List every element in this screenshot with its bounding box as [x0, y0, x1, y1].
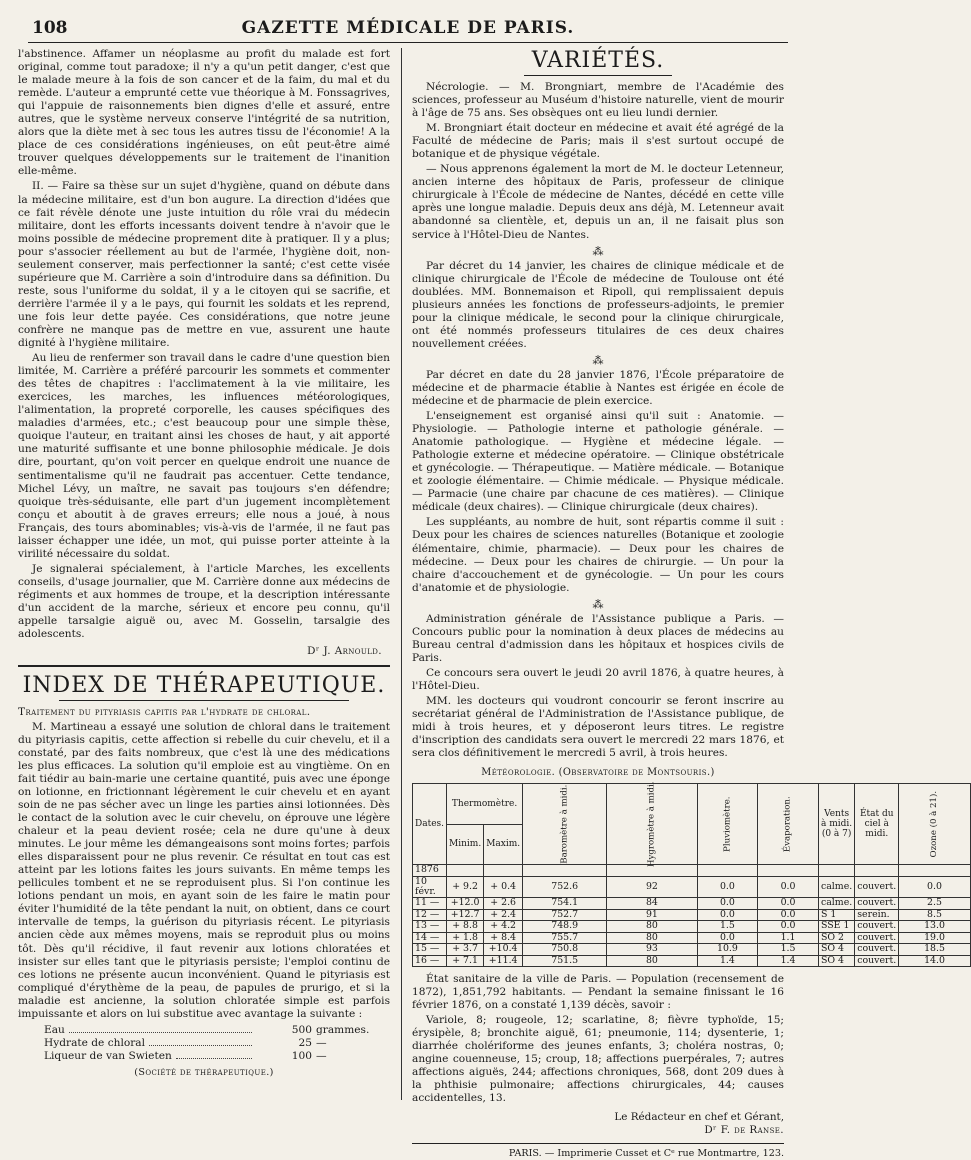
index-title-text: INDEX DE THÉRAPEUTIQUE. — [22, 672, 386, 698]
year-cell: 1876 — [413, 865, 447, 876]
weather-cell-baro: 752.7 — [523, 909, 607, 920]
weather-cell-pluvio: 10.9 — [697, 944, 757, 955]
paragraph: L'enseignement est organisé ainsi qu'il suit : Anatomie. — Physiologie. — Pathologie interne et pathologie générale. — Anatomie pathologique. — Hygiène et médecine légale. — Pathologie externe et médecine opératoire. — Clinique obstétricale et gynécologie. — Thérapeutique. — Matière médicale. — Botanique et zoologie élémentaire. — Chimie médicale. — Physique médicale. — Parmacie (une chaire par chacune de ces matières). — Clinique médicale (deux chaires). — Clinique chirurgicale (deux chaires). — [412, 410, 784, 514]
weather-cell-max: +11.4 — [484, 955, 523, 966]
recipe-source: (Société de thérapeutique.) — [134, 1066, 274, 1078]
weather-cell-baro: 754.1 — [523, 898, 607, 909]
asterism: ⁂ — [592, 244, 604, 258]
weather-cell-min: +12.0 — [447, 898, 484, 909]
varietes-title — [412, 48, 784, 76]
recipe-item: Liqueur de van Swieten — [44, 1049, 172, 1062]
weather-cell-vent: calme. — [818, 876, 854, 898]
recipe-unit: — — [316, 1049, 327, 1062]
weather-cell-max: + 8.4 — [484, 932, 523, 943]
weather-cell-pluvio: 1.4 — [697, 955, 757, 966]
weather-cell-ozone: 8.5 — [899, 909, 971, 920]
recipe-list — [18, 1024, 390, 1063]
weather-cell-date: 11 — — [413, 898, 447, 909]
weather-cell-evap: 1.4 — [758, 955, 819, 966]
weather-cell-vent: SO 4 — [818, 944, 854, 955]
col-thermo: Thermomètre. — [447, 784, 523, 825]
column-divider — [401, 48, 402, 1100]
weather-cell-ozone: 18.5 — [899, 944, 971, 955]
weather-cell-evap: 1.1 — [758, 932, 819, 943]
weather-cell-etat: couvert. — [855, 921, 899, 932]
section-rule — [18, 665, 390, 667]
weather-row — [413, 876, 971, 898]
recipe-item: Eau — [44, 1023, 65, 1036]
col-vents: Vents à midi. (0 à 7) — [818, 784, 854, 865]
paragraph: l'abstinence. Affamer un néoplasme au profit du malade est fort original, comme tout paradoxe; il n'y a qu'un petit danger, c'est que le malade meure à la fois de son cancer et de la faim, du mal et du remède. L'auteur a emprunté cette vue théorique à M. Fonssagrives, qui l'appuie de raisonnements bien dignes d'elle et assuré, entre autres, que le système nerveux conserve l'intégrité de sa nutrition, alors que la diète met à sec tous les autres tissu de l'économie! A la place de ces considérations ingénieuses, on eût peut-être aimé trouver quelques développements sur le traitement de l'inanition elle-même. — [18, 48, 390, 178]
weather-header-row — [413, 784, 971, 825]
weather-cell-min: + 1.8 — [447, 932, 484, 943]
weather-cell-min: +12.7 — [447, 909, 484, 920]
weather-cell-pluvio: 0.0 — [697, 932, 757, 943]
paragraph: Nécrologie. — M. Brongniart, membre de l'Académie des sciences, professeur au Muséum d'histoire naturelle, vient de mourir à l'âge de 75 ans. Ses obsèques ont eu lieu lundi dernier. — [412, 81, 784, 120]
weather-row — [413, 909, 971, 920]
paragraph: Par décret en date du 28 janvier 1876, l'École préparatoire de médecine et de pharmacie établie à Nantes est érigée en école de médecine et de pharmacie de plein exercice. — [412, 368, 784, 407]
weather-cell-baro: 748.9 — [523, 921, 607, 932]
weather-cell-pluvio: 0.0 — [697, 898, 757, 909]
title-underline — [59, 700, 349, 701]
weather-cell-date: 10 févr. — [413, 876, 447, 898]
paragraph: Je signalerai spécialement, à l'article Marches, les excellents conseils, d'usage journalier, que M. Carrière donne aux médecins de régiments et aux hommes de troupe, et la description intéressante d'un accident de la marche, sérieux et encore peu connu, qu'il appelle tarsalgie aiguë ou, avec M. Gosselin, tarsalgie des adolescents. — [18, 562, 390, 641]
col-evap: Évaporation. — [758, 784, 819, 865]
col-baro: Baromètre à midi. — [523, 784, 607, 865]
asterism: ⁂ — [592, 353, 604, 367]
weather-cell-hygro: 80 — [607, 921, 697, 932]
recipe-qty: 500 — [291, 1023, 312, 1036]
page-header — [28, 12, 788, 43]
weather-cell-ozone: 2.5 — [899, 898, 971, 909]
weather-body — [413, 865, 971, 967]
weather-cell-pluvio: 1.5 — [697, 921, 757, 932]
weather-cell-min: + 9.2 — [447, 876, 484, 898]
recipe-item: Hydrate de chloral — [44, 1036, 145, 1049]
col-dates: Dates. — [413, 784, 447, 865]
recipe-unit: — — [316, 1036, 327, 1049]
weather-row — [413, 898, 971, 909]
weather-row — [413, 955, 971, 966]
article-signature: Dʳ J. Arnould. — [307, 645, 382, 658]
weather-cell-max: +10.4 — [484, 944, 523, 955]
printer-line: PARIS. — Imprimerie Cusset et Cᵉ rue Montmartre, 123. — [412, 1143, 784, 1160]
page-number: 108 — [32, 18, 68, 38]
weather-cell-vent: calme. — [818, 898, 854, 909]
weather-title: Météorologie. (Observatoire de Montsouris.) — [481, 767, 715, 779]
editor-title: Le Rédacteur en chef et Gérant, — [614, 1111, 784, 1124]
editor-name: Dʳ F. de Ranse. — [704, 1124, 784, 1137]
recipe-row — [18, 1024, 390, 1037]
left-column — [18, 48, 390, 1079]
weather-cell-evap: 1.5 — [758, 944, 819, 955]
paragraph: Par décret du 14 janvier, les chaires de clinique médicale et de clinique chirurgicale de l'École de médecine de Toulouse ont été doublées. MM. Bonnemaison et Ripoll, qui remplissaient depuis plusieurs années les fonctions de professeurs-adjoints, le premier pour la clinique médicale, le second pour la clinique chirurgicale, ont été nommés professeurs titulaires de ces deux chaires nouvellement créées. — [412, 259, 784, 350]
weather-table — [412, 783, 971, 967]
paragraph: Administration générale de l'Assistance publique a Paris. — Concours public pour la nomination à deux places de médecins au Bureau central d'admission dans les hôpitaux et hospices civils de Paris. — [412, 612, 784, 664]
weather-cell-date: 12 — — [413, 909, 447, 920]
weather-cell-vent: S 1 — [818, 909, 854, 920]
weather-cell-etat: couvert. — [855, 876, 899, 898]
weather-cell-vent: SO 2 — [818, 932, 854, 943]
paragraph: M. Martineau a essayé une solution de chloral dans le traitement du pityriasis capitis, cette affection si rebelle du cuir chevelu, et il a constaté, par des faits nombreux, que c'est là une des médications les plus efficaces. La solution qu'il emploie est au vingtième. On en fait tiédir au bain-marie une certaine quantité, puis avec une éponge on lotionne, en frictionnant légèrement le cuir chevelu et en ayant soin de ne pas sécher avec un linge les parties ainsi lotionnées. Dès le contact de la solution avec le cuir chevelu, on éprouve une légère chaleur et la peau devient rosée; cela ne dure qu'une à deux minutes. Le jour même les démangeaisons sont moins fortes; parfois elles disparaissent pour ne plus revenir. Ce résultat en tout cas est atteint par les lotions faites les jours suivants. En même temps les pellicules tombent et ne se reproduisent plus. Si l'on continue les lotions pendant un mois, en ayant soin de les faire le matin pour éviter l'humidité de la tête pendant la nuit, on obtient, dans ce court intervalle de temps, la guérison du pityriasis récent. Le pityriasis ancien cède aux mêmes moyens, mais se reproduit plus ou moins tôt. Dès qu'il récidive, il faut revenir aux lotions chloratées et insister sur elles tant que le pityriasis persiste; l'emploi continu de ces lotions ne présente aucun inconvénient. Quand le pityriasis est compliqué d'érythème de la peau, de papules de prurigo, et si la maladie est ancienne, la solution chloratée simple est parfois impuissante et alors on lui substitue avec avantage la suivante : — [18, 720, 390, 1020]
weather-cell-ozone: 0.0 — [899, 876, 971, 898]
weather-cell-etat: couvert. — [855, 944, 899, 955]
paragraph: — Nous apprenons également la mort de M. le docteur Letenneur, ancien interne des hôpitaux de Paris, professeur de clinique chirurgicale à l'École de médecine de Nantes, décédé en cette ville après une longue maladie. Depuis deux ans déjà, M. Letenneur avait abandonné sa clientèle, et, depuis un an, il ne faisait plus son service à l'Hôtel-Dieu de Nantes. — [412, 163, 784, 241]
weather-cell-ozone: 19.0 — [899, 932, 971, 943]
recipe-row — [18, 1037, 390, 1050]
weather-cell-min: + 8.8 — [447, 921, 484, 932]
paragraph: Au lieu de renfermer son travail dans le cadre d'une question bien limitée, M. Carrière a préféré parcourir les sommets et commenter des têtes de chapitres : l'acclimatement à la vie militaire, les exercices, les marches, les influences météorologiques, l'alimentation, la propreté corporelle, les causes spécifiques des maladies d'armées, etc.; c'est beaucoup pour une simple thèse, quoique l'auteur, en traitant ainsi les choses de haut, y ait apporté une maturité suffisante et une bonne philosophie médicale. Je dois dire, pourtant, qu'on voit percer en quelque endroit une nuance de sentimentalisme qu'il ne faudrait pas accentuer. Cette tendance, Michel Lévy, un maître, ne savait pas toujours s'en défendre; quoique très-séduisante, elle part d'un jugement incomplètement conçu et aboutit à de graves erreurs; elle nous a joué, à nous Français, des tours abominables; vis-à-vis de l'armée, il ne faut pas laisser échapper une idée, un mot, qui puisse porter atteinte à la virilité nécessaire du soldat. — [18, 352, 390, 560]
index-title — [18, 673, 390, 701]
weather-cell-hygro: 92 — [607, 876, 697, 898]
weather-cell-evap: 0.0 — [758, 909, 819, 920]
right-column — [412, 48, 945, 1160]
weather-cell-min: + 7.1 — [447, 955, 484, 966]
etat-sanitaire-heading: État sanitaire de la ville de Paris. — Population (recensement de 1872), 1,851,792 habitants. — Pendant la semaine finissant le 16 février 1876, on a constaté 1,139 décès, savoir : — [412, 972, 784, 1011]
weather-cell-baro: 750.8 — [523, 944, 607, 955]
asterism: ⁂ — [592, 597, 604, 611]
weather-row — [413, 932, 971, 943]
paragraph: II. — Faire sa thèse sur un sujet d'hygiène, quand on débute dans la médecine militaire, est d'un bon augure. La direction d'idées que ce fait révèle dénote une juste intuition du rôle vrai du médecin militaire, dont les efforts incessants doivent tendre à n'avoir que le moins possible de médecine proprement dite à pratiquer. Il y a plus; pour s'associer réellement au but de l'armée, l'hygiène doit, non-seulement conserver, mais perfectionner la santé; c'est cette visée supérieure que M. Carrière a soin d'introduire dans sa définition. Du reste, sous l'uniforme du soldat, il y a le citoyen qui se sacrifie, et derrière l'armée il y a le pays, qui fournit les soldats et les reprend, une fois leur dette payée. Ces considérations, que notre jeune confrère ne manque pas de mettre en vue, assurent une haute dignité à l'hygiène militaire. — [18, 180, 390, 350]
title-underline — [524, 75, 673, 76]
weather-cell-hygro: 93 — [607, 944, 697, 955]
weather-cell-max: + 4.2 — [484, 921, 523, 932]
leader-dots — [176, 1058, 252, 1059]
weather-cell-date: 16 — — [413, 955, 447, 966]
paragraph: MM. les docteurs qui voudront concourir se feront inscrire au secrétariat général de l'Administration de l'Assistance publique, de midi à trois heures, et y déposeront leurs titres. Le registre d'inscription des candidats sera ouvert le mercredi 22 mars 1876, et sera clos définitivement le mercredi 5 avril, à trois heures. — [412, 694, 784, 760]
weather-cell-baro: 752.6 — [523, 876, 607, 898]
weather-row — [413, 944, 971, 955]
index-subheading: Traitement du pityriasis capitis par l'hydrate de chloral. — [18, 705, 311, 718]
col-max: Maxim. — [484, 824, 523, 865]
paragraph: Les suppléants, au nombre de huit, sont répartis comme il suit : Deux pour les chaires de sciences naturelles (Botanique et zoologie élémentaire, chimie, pharmacie). — Deux pour les chaires de médecine. — Deux pour les chaires de chirurgie. — Un pour la chaire d'accouchement et de gynécologie. — Un pour les cours d'anatomie et de physiologie. — [412, 516, 784, 594]
weather-cell-hygro: 80 — [607, 955, 697, 966]
col-min: Minim. — [447, 824, 484, 865]
weather-cell-hygro: 80 — [607, 932, 697, 943]
weather-cell-date: 13 — — [413, 921, 447, 932]
col-etat: État du ciel à midi. — [855, 784, 899, 865]
weather-cell-vent: SSE 1 — [818, 921, 854, 932]
leader-dots — [149, 1045, 252, 1046]
weather-cell-etat: serein. — [855, 909, 899, 920]
weather-cell-etat: couvert. — [855, 932, 899, 943]
etat-sanitaire-detail: Variole, 8; rougeole, 12; scarlatine, 8; fièvre typhoïde, 15; érysipèle, 8; bronchite aiguë, 61; pneumonie, 114; dysenterie, 1; diarrhée cholériforme des jeunes enfants, 3; choléra nostras, 0; angine couenneuse, 15; croup, 18; affections puerpérales, 7; autres affections aiguës, 244; affections chroniques, 568, dont 209 dues à la phthisie pulmonaire; affections chirurgicales, 44; causes accidentelles, 13. — [412, 1014, 784, 1105]
weather-cell-pluvio: 0.0 — [697, 909, 757, 920]
weather-cell-hygro: 84 — [607, 898, 697, 909]
weather-cell-ozone: 13.0 — [899, 921, 971, 932]
weather-cell-evap: 0.0 — [758, 898, 819, 909]
leader-dots — [69, 1032, 252, 1033]
editor-signature — [412, 1111, 784, 1137]
weather-cell-evap: 0.0 — [758, 921, 819, 932]
col-hygro: Hygromètre à midi. — [607, 784, 697, 865]
recipe-unit: grammes. — [316, 1023, 370, 1036]
weather-cell-vent: SO 4 — [818, 955, 854, 966]
col-pluvio: Pluviomètre. — [697, 784, 757, 865]
weather-cell-hygro: 91 — [607, 909, 697, 920]
weather-cell-date: 15 — — [413, 944, 447, 955]
weather-cell-baro: 755.7 — [523, 932, 607, 943]
weather-cell-pluvio: 0.0 — [697, 876, 757, 898]
weather-cell-max: + 2.6 — [484, 898, 523, 909]
weather-year-row — [413, 865, 971, 876]
varietes-title-text: VARIÉTÉS. — [531, 48, 665, 73]
paragraph: M. Brongniart était docteur en médecine et avait été agrégé de la Faculté de médecine de Paris; mais il s'est surtout occupé de botanique et de physique végétale. — [412, 122, 784, 161]
weather-cell-baro: 751.5 — [523, 955, 607, 966]
weather-row — [413, 921, 971, 932]
weather-cell-evap: 0.0 — [758, 876, 819, 898]
weather-cell-ozone: 14.0 — [899, 955, 971, 966]
col-ozone: Ozone (0 à 21). — [899, 784, 971, 865]
running-title: GAZETTE MÉDICALE DE PARIS. — [241, 18, 575, 38]
weather-cell-max: + 2.4 — [484, 909, 523, 920]
weather-cell-etat: couvert. — [855, 898, 899, 909]
weather-cell-min: + 3.7 — [447, 944, 484, 955]
paragraph: Ce concours sera ouvert le jeudi 20 avril 1876, à quatre heures, à l'Hôtel-Dieu. — [412, 666, 784, 692]
recipe-qty: 100 — [291, 1049, 312, 1062]
weather-cell-date: 14 — — [413, 932, 447, 943]
recipe-qty: 25 — [298, 1036, 312, 1049]
recipe-row — [18, 1050, 390, 1063]
weather-cell-etat: couvert. — [855, 955, 899, 966]
weather-cell-max: + 0.4 — [484, 876, 523, 898]
